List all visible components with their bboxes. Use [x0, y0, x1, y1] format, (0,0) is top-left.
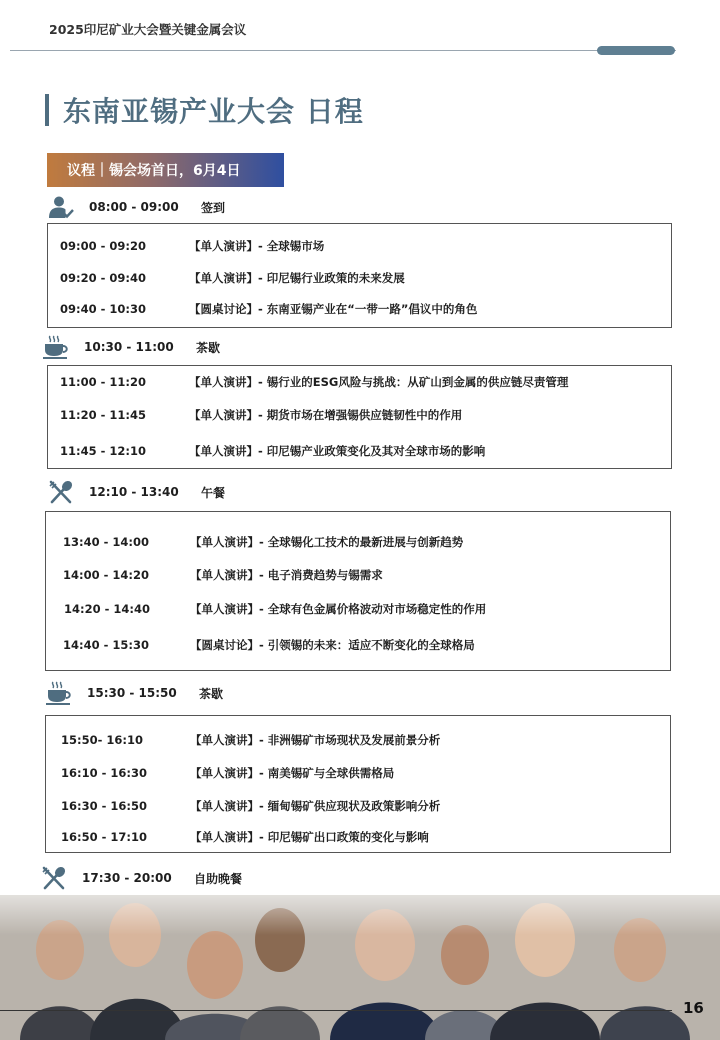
- session-time: 15:50- 16:10: [61, 733, 143, 747]
- session-time: 13:40 - 14:00: [63, 535, 149, 549]
- session-box: [45, 715, 671, 853]
- coffee-cup-icon: [45, 681, 73, 705]
- person-check-icon: [47, 195, 75, 219]
- session-desc: 【单人演讲】- 缅甸锡矿供应现状及政策影响分析: [190, 799, 441, 813]
- session-box: [45, 511, 671, 671]
- table-row: [48, 301, 671, 317]
- header-title: 2025印尼矿业大会暨关键金属会议: [49, 22, 247, 37]
- break-row-checkin: [47, 195, 225, 219]
- session-desc: 【单人演讲】- 全球锡化工技术的最新进展与创新趋势: [190, 535, 464, 549]
- session-time: 14:00 - 14:20: [63, 568, 149, 582]
- break-time: 15:30 - 15:50: [87, 686, 177, 700]
- fork-spoon-icon: [47, 480, 75, 504]
- session-desc: 【单人演讲】- 南美锡矿与全球供需格局: [190, 766, 395, 780]
- break-time: 12:10 - 13:40: [89, 485, 179, 499]
- break-row-lunch: [47, 480, 225, 504]
- session-desc: 【单人演讲】- 全球锡市场: [189, 239, 325, 253]
- session-time: 16:50 - 17:10: [61, 830, 147, 844]
- session-desc: 【单人演讲】- 全球有色金属价格波动对市场稳定性的作用: [190, 602, 487, 616]
- table-row: [48, 443, 671, 459]
- break-label: 茶歇: [199, 686, 224, 701]
- session-time: 14:40 - 15:30: [63, 638, 149, 652]
- break-row-dinner: [40, 866, 242, 890]
- page-title-text: 东南亚锡产业大会 日程: [63, 95, 364, 128]
- table-row: [46, 798, 670, 814]
- break-label: 自助晚餐: [194, 871, 243, 886]
- coffee-cup-icon: [42, 335, 70, 359]
- session-time: 16:10 - 16:30: [61, 766, 147, 780]
- table-row: [46, 765, 670, 781]
- break-label: 签到: [201, 200, 226, 215]
- table-row: [46, 829, 670, 845]
- break-row-tea: [42, 335, 220, 359]
- table-row: [46, 534, 670, 550]
- session-desc: 【单人演讲】- 印尼锡行业政策的未来发展: [189, 271, 405, 285]
- break-row-tea: [45, 681, 223, 705]
- table-row: [46, 601, 670, 617]
- session-time: 09:00 - 09:20: [60, 239, 146, 253]
- page-title: [45, 92, 364, 128]
- break-time: 10:30 - 11:00: [84, 340, 174, 354]
- session-desc: 【单人演讲】- 电子消费趋势与锡需求: [190, 568, 383, 582]
- session-desc: 【单人演讲】- 非洲锡矿市场现状及发展前景分析: [190, 733, 441, 747]
- break-label: 午餐: [201, 485, 226, 500]
- session-time: 14:20 - 14:40: [64, 602, 150, 616]
- session-time: 16:30 - 16:50: [61, 799, 147, 813]
- photo-fade: [0, 895, 720, 935]
- session-desc: 【圆桌讨论】- 引领锡的未来：适应不断变化的全球格局: [190, 638, 475, 652]
- table-row: [46, 732, 670, 748]
- session-desc: 【单人演讲】- 印尼锡矿出口政策的变化与影响: [190, 830, 429, 844]
- title-accent-bar: [45, 94, 49, 126]
- session-desc: 【圆桌讨论】- 东南亚锡产业在“一带一路”倡议中的角色: [189, 302, 478, 316]
- header-pill-decoration: [597, 46, 675, 55]
- session-time: 11:00 - 11:20: [60, 375, 146, 389]
- session-time: 09:40 - 10:30: [60, 302, 146, 316]
- table-row: [48, 407, 671, 423]
- footer-divider: [0, 1010, 672, 1011]
- session-desc: 【单人演讲】- 期货市场在增强锡供应链韧性中的作用: [189, 408, 463, 422]
- fork-spoon-icon: [40, 866, 68, 890]
- audience-photo: [0, 895, 720, 1040]
- session-desc: 【单人演讲】- 印尼锡产业政策变化及其对全球市场的影响: [189, 444, 486, 458]
- session-box: [47, 223, 672, 328]
- table-row: [48, 238, 671, 254]
- session-time: 11:20 - 11:45: [60, 408, 146, 422]
- session-time: 09:20 - 09:40: [60, 271, 146, 285]
- break-time: 08:00 - 09:00: [89, 200, 179, 214]
- table-row: [48, 374, 671, 390]
- page-number: 16: [683, 999, 704, 1017]
- table-row: [46, 637, 670, 653]
- table-row: [46, 567, 670, 583]
- break-time: 17:30 - 20:00: [82, 871, 172, 885]
- agenda-banner: 议程｜锡会场首日，6月4日: [47, 153, 284, 187]
- session-time: 11:45 - 12:10: [60, 444, 146, 458]
- break-label: 茶歇: [196, 340, 221, 355]
- session-desc: 【单人演讲】- 锡行业的ESG风险与挑战：从矿山到金属的供应链尽责管理: [189, 375, 569, 389]
- session-box: [47, 365, 672, 469]
- header-divider: [10, 50, 676, 51]
- table-row: [48, 270, 671, 286]
